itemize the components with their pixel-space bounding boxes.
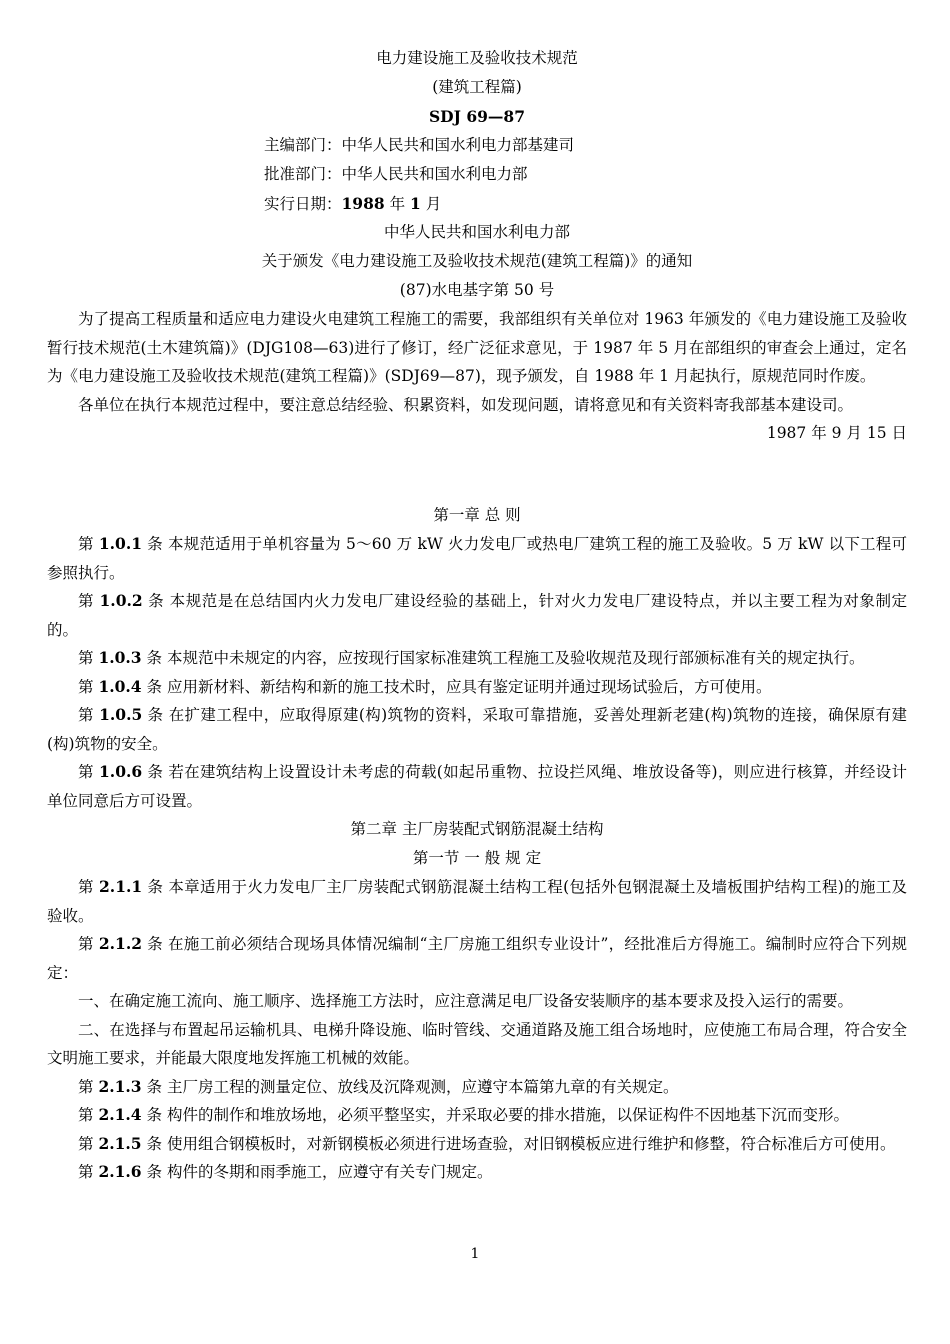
article-2-1-1: 第 2.1.1 条 本章适用于火力发电厂主厂房装配式钢筋混凝土结构工程(包括外包钢混凝土及墙板围护结构工程)的施工及验收。 xyxy=(47,877,907,925)
effective-date-line: 实行日期：1988 年 1 月 xyxy=(264,194,442,213)
editor-line: 主编部门：中华人民共和国水利电力部基建司 xyxy=(264,136,575,154)
article-2-1-5: 第 2.1.5 条 使用组合钢模板时，对新钢模板必须进行进场查验，对旧钢模板应进行维护和修整，符合标准后方可使用。 xyxy=(78,1133,896,1153)
article-2-1-2: 第 2.1.2 条 在施工前必须结合现场具体情况编制“主厂房施工组织专业设计”，经批准后方得施工。编制时应符合下列规定： xyxy=(47,934,907,982)
notice-title: 关于颁发《电力建设施工及验收技术规范(建筑工程篇)》的通知 xyxy=(261,252,693,270)
notice-issuer: 中华人民共和国水利电力部 xyxy=(383,223,570,241)
article-1-0-3: 第 1.0.3 条 本规范中未规定的内容，应按现行国家标准建筑工程施工及验收规范及现行部颁标准有关的规定执行。 xyxy=(78,648,865,667)
article-1-0-6: 第 1.0.6 条 若在建筑结构上设置设计未考虑的荷载(如起吊重物、拉设拦风绳、堆放设备等)，则应进行核算，并经设计单位同意后方可设置。 xyxy=(47,762,907,810)
notice-paragraph-1: 为了提高工程质量和适应电力建设火电建筑工程施工的需要，我部组织有关单位对 1963 年颁发的《电力建设施工及验收暂行技术规范(土木建筑篇)》(DJG108—63)进行了修订，经广泛征求意见，于 1987 年 5 月在部组织的审查会上通过，定名为《电力建设施工及验收技术规范(建筑工程篇)》(SDJ69—87)，现予颁发，自 1988 年 1 月起执行，原规范同时作废。 xyxy=(47,310,907,385)
document-page xyxy=(47,44,907,1187)
notice-date: 1987 年 9 月 15 日 xyxy=(766,424,907,442)
article-1-0-2: 第 1.0.2 条 本规范是在总结国内火力发电厂建设经验的基础上，针对火力发电厂建设特点，并以主要工程为对象制定的。 xyxy=(47,591,907,639)
document-subtitle: (建筑工程篇) xyxy=(432,78,522,96)
chapter-2-title: 第二章 主厂房装配式钢筋混凝土结构 xyxy=(350,820,604,838)
article-2-1-4: 第 2.1.4 条 构件的制作和堆放场地，必须平整坚实，并采取必要的排水措施，以保证构件不因地基下沉而变形。 xyxy=(78,1105,849,1124)
approver-line: 批准部门：中华人民共和国水利电力部 xyxy=(264,165,528,183)
article-2-1-3: 第 2.1.3 条 主厂房工程的测量定位、放线及沉降观测，应遵守本篇第九章的有关规定。 xyxy=(78,1076,679,1096)
notice-paragraph-2: 各单位在执行本规范过程中，要注意总结经验、积累资料，如发现问题，请将意见和有关资料寄我部基本建设司。 xyxy=(78,395,854,414)
chapter-1-title: 第一章 总 则 xyxy=(433,506,521,524)
article-1-0-1: 第 1.0.1 条 本规范适用于单机容量为 5～60 万 kW 火力发电厂或热电厂建筑工程的施工及验收。5 万 kW 以下工程可参照执行。 xyxy=(47,534,907,582)
section-1-title: 第一节 一 般 规 定 xyxy=(412,849,542,867)
page-number: 1 xyxy=(470,1246,480,1262)
list-item-1: 一、在确定施工流向、施工顺序、选择施工方法时，应注意满足电厂设备安装顺序的基本要求及投入运行的需要。 xyxy=(78,992,854,1010)
document-code: SDJ 69—87 xyxy=(428,107,525,126)
article-2-1-6: 第 2.1.6 条 构件的冬期和雨季施工，应遵守有关专门规定。 xyxy=(78,1162,493,1181)
article-1-0-4: 第 1.0.4 条 应用新材料、新结构和新的施工技术时，应具有鉴定证明并通过现场试验后，方可使用。 xyxy=(78,676,772,696)
notice-number: (87)水电基字第 50 号 xyxy=(399,281,555,299)
article-1-0-5: 第 1.0.5 条 在扩建工程中，应取得原建(构)筑物的资料，采取可靠措施，妥善处理新老建(构)筑物的连接，确保原有建(构)筑物的安全。 xyxy=(47,705,907,753)
document-title: 电力建设施工及验收技术规范 xyxy=(376,49,578,67)
list-item-2: 二、在选择与布置起吊运输机具、电梯升降设施、临时管线、交通道路及施工组合场地时，应使施工布局合理，符合安全文明施工要求，并能最大限度地发挥施工机械的效能。 xyxy=(47,1020,907,1067)
